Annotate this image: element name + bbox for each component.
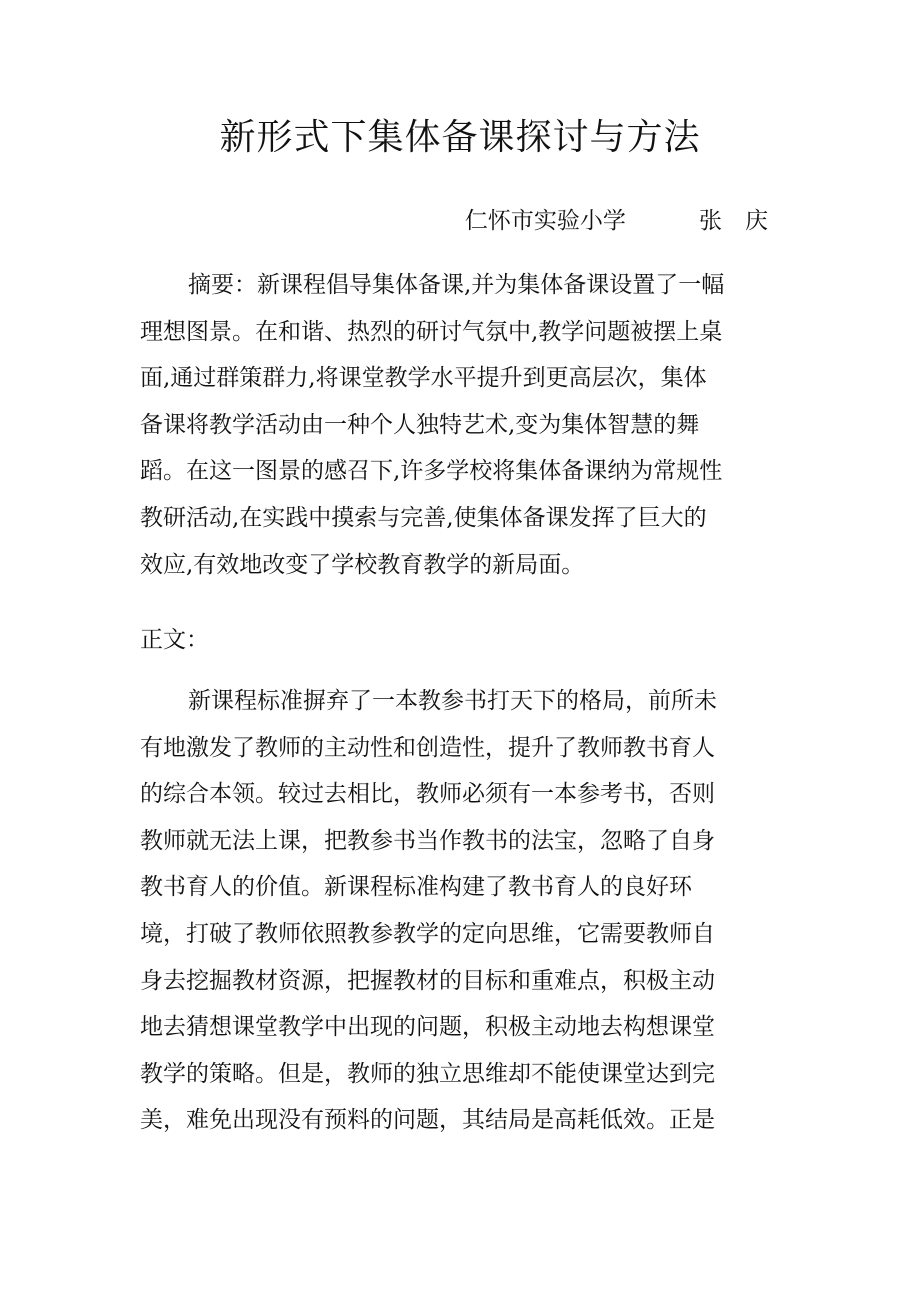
abstract-line: 理想图景。在和谐、热烈的研讨气氛中,教学问题被摆上桌	[140, 318, 723, 345]
body-line: 身去挖掘教材资源，把握教材的目标和重难点，积极主动	[140, 967, 715, 994]
body-line: 有地激发了教师的主动性和创造性，提升了教师教书育人	[140, 734, 715, 761]
section-label: 正文：	[140, 627, 209, 653]
body-line: 教学的策略。但是，教师的独立思维却不能使课堂达到完	[140, 1060, 715, 1087]
document-title: 新形式下集体备课探讨与方法	[219, 117, 701, 158]
abstract-line: 摘要：新课程倡导集体备课,并为集体备课设置了一幅	[188, 272, 725, 298]
body-line: 的综合本领。较过去相比，教师必须有一本参考书，否则	[140, 781, 715, 808]
abstract-line: 备课将教学活动由一种个人独特艺术,变为集体智慧的舞	[140, 411, 700, 438]
body-paragraph	[140, 678, 772, 1144]
abstract-paragraph	[140, 262, 772, 588]
byline-school: 仁怀市实验小学	[464, 208, 626, 234]
abstract-line: 效应,有效地改变了学校教育教学的新局面。	[140, 551, 585, 578]
body-line: 新课程标准摒弃了一本教参书打天下的格局，前所未	[188, 688, 717, 714]
byline	[465, 203, 768, 239]
abstract-line: 蹈。在这一图景的感召下,许多学校将集体备课纳为常规性	[140, 458, 723, 485]
body-line: 地去猜想课堂教学中出现的问题，积极主动地去构想课堂	[140, 1014, 715, 1041]
abstract-line: 教研活动,在实践中摸索与完善,使集体备课发挥了巨大的	[140, 504, 707, 531]
byline-spacer	[626, 208, 699, 234]
body-line: 教师就无法上课，把教参书当作教书的法宝，忽略了自身	[140, 827, 715, 854]
body-line: 教书育人的价值。新课程标准构建了教书育人的良好环	[140, 874, 692, 901]
abstract-line: 面,通过群策群力,将课堂教学水平提升到更高层次，集体	[140, 365, 707, 392]
body-line: 境，打破了教师依照教参教学的定向思维，它需要教师自	[140, 920, 715, 947]
body-line: 美，难免出现没有预料的问题，其结局是高耗低效。正是	[140, 1107, 715, 1134]
byline-author: 张 庆	[699, 208, 768, 234]
